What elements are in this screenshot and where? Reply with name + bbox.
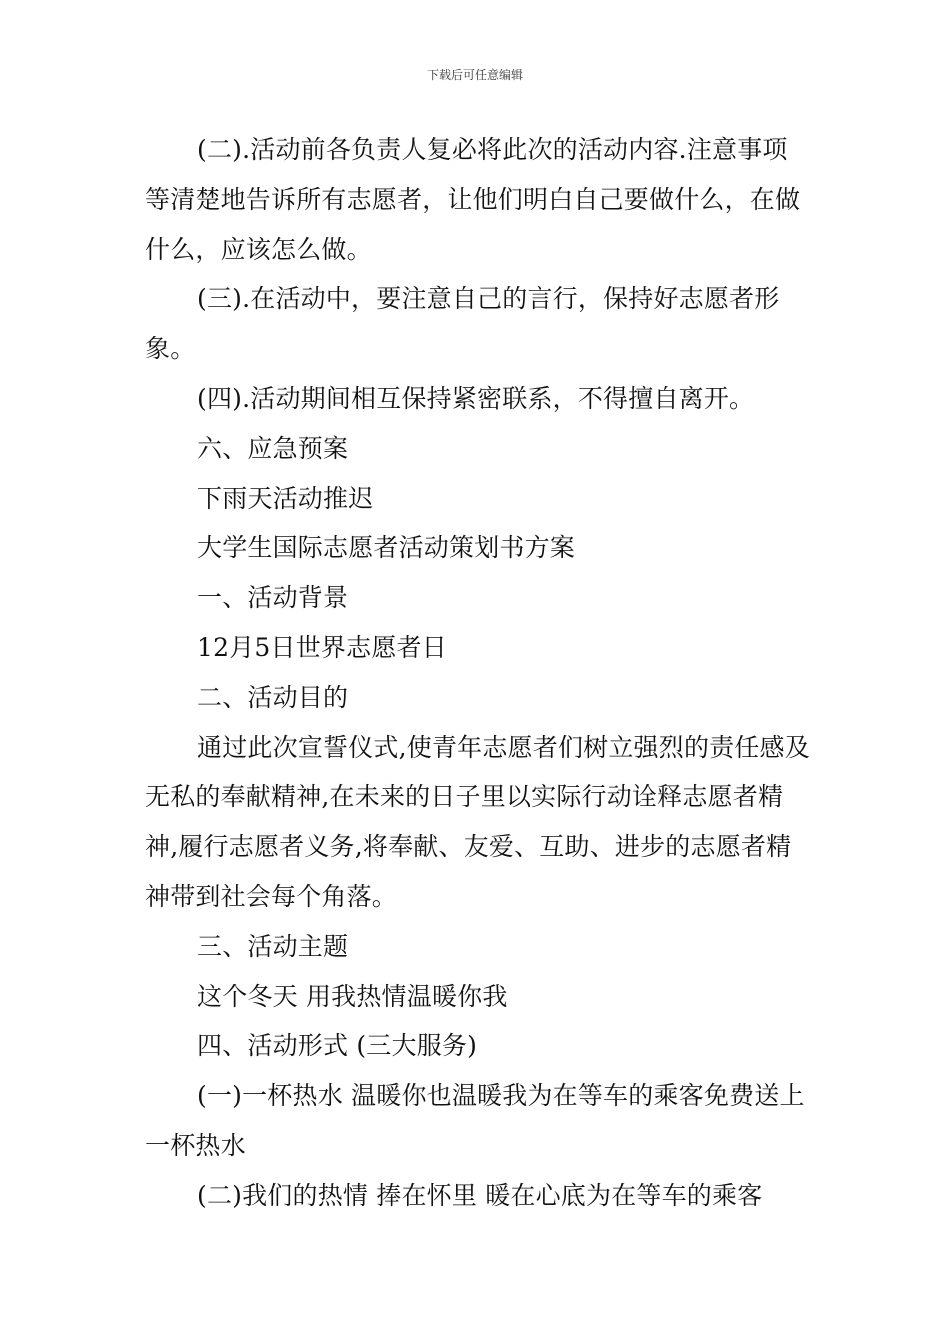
paragraph: (二).活动前各负责人复必将此次的活动内容.注意事项等清楚地告诉所有志愿者，让他们明白自己要做什么，在做什么，应该怎么做。 — [145, 135, 801, 264]
section-heading: 二、活动目的 — [197, 682, 349, 712]
paragraph: 这个冬天 用我热情温暖你我 — [197, 981, 508, 1011]
paragraph: 通过此次宣誓仪式,使青年志愿者们树立强烈的责任感及无私的奉献精神,在未来的日子里以实际行动诠释志愿者精神,履行志愿者义务,将奉献、友爱、互助、进步的志愿者精神带到社会每个角落。 — [145, 732, 810, 911]
document-title: 大学生国际志愿者活动策划书方案 — [197, 533, 576, 563]
document-body — [145, 125, 810, 1221]
paragraph: (一)一杯热水 温暖你也温暖我为在等车的乘客免费送上一杯热水 — [145, 1081, 805, 1160]
paragraph: 12月5日世界志愿者日 — [197, 632, 447, 662]
paragraph: 下雨天活动推迟 — [197, 483, 374, 513]
section-heading: 三、活动主题 — [197, 931, 349, 961]
paragraph: (二)我们的热情 捧在怀里 暖在心底为在等车的乘客 — [197, 1180, 763, 1210]
paragraph: (四).活动期间相互保持紧密联系，不得擅自离开。 — [197, 383, 755, 413]
section-heading: 六、应急预案 — [197, 433, 349, 463]
page-header: 下载后可任意编辑 — [426, 68, 523, 82]
section-heading: 一、活动背景 — [197, 583, 349, 613]
section-heading: 四、活动形式 (三大服务) — [197, 1031, 478, 1061]
paragraph: (三).在活动中，要注意自己的言行，保持好志愿者形象。 — [145, 284, 780, 364]
